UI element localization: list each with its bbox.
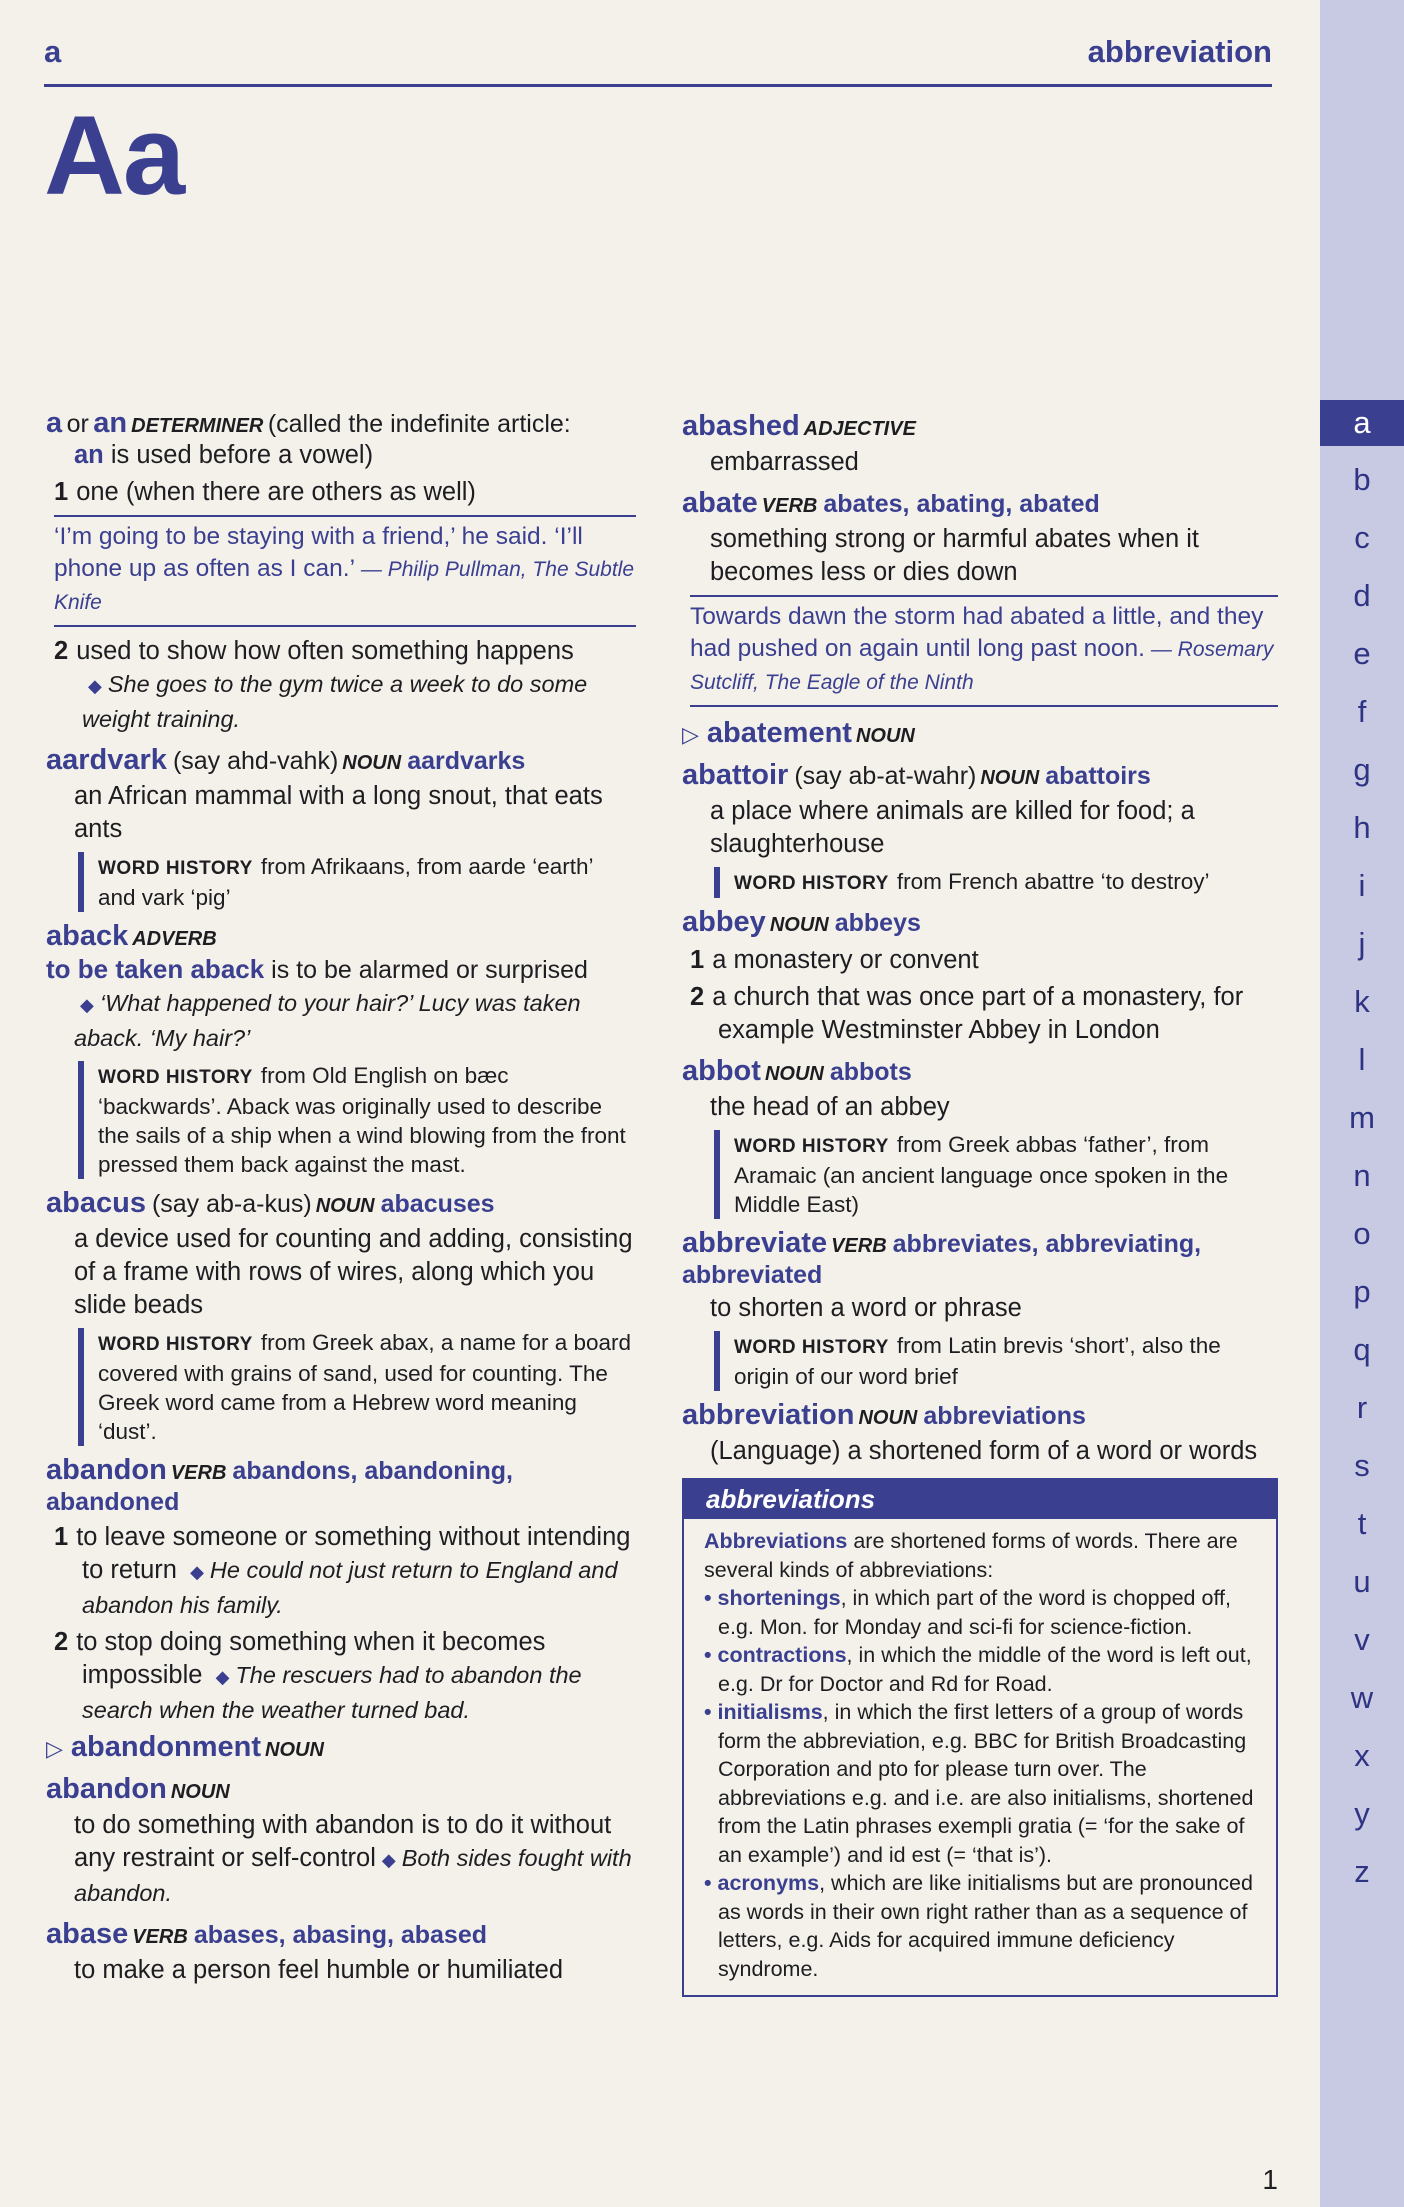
tab-q[interactable]: q xyxy=(1353,1332,1371,1367)
sense-text: used to show how often something happens xyxy=(76,637,574,665)
box-bullet xyxy=(704,1698,1256,1869)
headword: abbreviation xyxy=(682,1399,855,1431)
tab-f[interactable]: f xyxy=(1357,694,1367,729)
box-keyword: Abbreviations xyxy=(704,1529,848,1553)
tab-w[interactable]: w xyxy=(1350,1680,1374,1715)
tab-z[interactable]: z xyxy=(1354,1854,1370,1889)
inflections: abbreviates, abbreviating, abbreviated xyxy=(682,1230,1202,1289)
diamond-icon: ◆ xyxy=(80,995,94,1015)
sense xyxy=(54,635,636,736)
tab-h[interactable]: h xyxy=(1353,810,1371,845)
word-history xyxy=(78,1061,636,1179)
tab-i[interactable]: i xyxy=(1358,868,1366,903)
phrase-definition: is to be alarmed or surprised xyxy=(264,956,588,984)
sense xyxy=(690,981,1278,1047)
headword: abbey xyxy=(682,906,766,938)
derivative-triangle-icon: ▷ xyxy=(46,1736,63,1761)
part-of-speech: VERB xyxy=(170,1462,227,1484)
quotation-source: — Philip Pullman, The Subtle Knife xyxy=(54,558,634,614)
section-letter: Aa xyxy=(44,93,184,218)
tab-s[interactable]: s xyxy=(1354,1448,1370,1483)
box-text: are shortened forms of words. There are several kinds of abbreviations: xyxy=(704,1529,1238,1582)
inflections: abattoirs xyxy=(1045,762,1151,790)
tab-a[interactable]: a xyxy=(1320,400,1404,446)
definition: the head of an abbey xyxy=(710,1093,950,1121)
part-of-speech: NOUN xyxy=(342,752,402,774)
tab-m[interactable]: m xyxy=(1349,1100,1375,1135)
tab-j[interactable]: j xyxy=(1358,926,1366,961)
box-text: , in which the first letters of a group of words form the abbreviation, e.g. BBC for British Broadcasting Corporation and pto for please turn over. The abbreviations e.g. and i.e. are also initialisms, shortened from the Latin phrases exempli gratia (= ‘for the sake of an example’) and id est (= ‘that is’). xyxy=(718,1700,1254,1867)
entry-abbey xyxy=(682,904,1278,1047)
header-rule xyxy=(44,84,1272,87)
sense-text: a monastery or convent xyxy=(712,946,979,974)
derivative-word: abandonment xyxy=(70,1731,262,1763)
entry-abacus xyxy=(46,1185,636,1446)
or-text: or xyxy=(66,410,89,438)
usage-note-keyword: an xyxy=(74,441,104,469)
thumb-index xyxy=(1320,0,1404,2207)
pronunciation: (say ab-at-wahr) xyxy=(794,762,977,790)
pronunciation: (say ab-a-kus) xyxy=(151,1190,312,1218)
word-history xyxy=(78,852,636,912)
headword: abashed xyxy=(682,410,800,442)
word-history xyxy=(714,1130,1278,1219)
sense-text: one (when there are others as well) xyxy=(76,478,476,506)
sense-number: 1 xyxy=(690,946,705,974)
box-keyword: contractions xyxy=(717,1643,847,1667)
box-bullet xyxy=(704,1869,1256,1983)
headword: aback xyxy=(46,920,129,952)
headword-variant: an xyxy=(93,407,128,439)
sense-text: a church that was once part of a monastery, for example Westminster Abbey in London xyxy=(712,983,1244,1044)
usage-note: (called the indefinite article: xyxy=(267,410,571,438)
tab-t[interactable]: t xyxy=(1357,1506,1367,1541)
part-of-speech: VERB xyxy=(831,1235,887,1257)
part-of-speech: ADJECTIVE xyxy=(803,418,916,440)
pronunciation: (say ahd-vahk) xyxy=(172,747,339,775)
sense xyxy=(54,1626,636,1727)
tab-y[interactable]: y xyxy=(1354,1796,1370,1831)
inflections: abbeys xyxy=(834,909,921,937)
headword: abattoir xyxy=(682,759,789,791)
word-history-label: WORD HISTORY xyxy=(98,1067,253,1088)
example-sentence: He could not just return to England and abandon his family. xyxy=(82,1557,618,1618)
quotation-text: ‘I’m going to be staying with a friend,’ he said. ‘I’ll phone up as often as I can.’ xyxy=(54,523,583,582)
word-history xyxy=(78,1328,636,1446)
word-history-text: from Old English on bæc ‘backwards’. Aback was originally used to describe the sails of a ship when a wind blowing from the front pressed them back against the mast. xyxy=(98,1063,626,1177)
quotation-text: Towards dawn the storm had abated a little, and they had pushed on again until long past noon. xyxy=(690,603,1264,662)
entry-abbreviate xyxy=(682,1225,1278,1391)
definition: to shorten a word or phrase xyxy=(710,1294,1022,1322)
sense xyxy=(690,944,1278,977)
tab-l[interactable]: l xyxy=(1358,1042,1366,1077)
sense xyxy=(54,1521,636,1622)
definition: to make a person feel humble or humiliated xyxy=(74,1956,564,1984)
bullet-icon: • xyxy=(704,1871,718,1895)
word-history-text: from Greek abbas ‘father’, from Aramaic (an ancient language once spoken in the Middle East) xyxy=(734,1132,1229,1217)
diamond-icon: ◆ xyxy=(381,1850,396,1870)
entry-abandon-verb xyxy=(46,1452,636,1765)
tab-e[interactable]: e xyxy=(1353,636,1371,671)
entry-a xyxy=(46,405,636,736)
tab-u[interactable]: u xyxy=(1353,1564,1371,1599)
headword: abate xyxy=(682,487,758,519)
part-of-speech: NOUN xyxy=(315,1195,375,1217)
word-history-label: WORD HISTORY xyxy=(734,873,889,894)
box-bullet xyxy=(704,1641,1256,1698)
entry-abbot xyxy=(682,1053,1278,1219)
part-of-speech: NOUN xyxy=(769,914,829,936)
box-keyword: initialisms xyxy=(717,1700,823,1724)
definition: a device used for counting and adding, consisting of a frame with rows of wires, along which you slide beads xyxy=(74,1225,633,1319)
definition: something strong or harmful abates when it becomes less or dies down xyxy=(710,525,1200,586)
tab-n[interactable]: n xyxy=(1353,1158,1371,1193)
feature-box-title: abbreviations xyxy=(684,1480,1276,1519)
inflections: abbreviations xyxy=(923,1402,1086,1430)
bullet-icon: • xyxy=(704,1586,718,1610)
derivative-triangle-icon: ▷ xyxy=(682,722,699,747)
box-text: , which are like initialisms but are pronounced as words in their own right rather than as a sequence of letters, e.g. Aids for acquired immune deficiency syndrome. xyxy=(718,1871,1253,1981)
word-history-label: WORD HISTORY xyxy=(98,858,253,879)
word-history-text: from Afrikaans, from aarde ‘earth’ and vark ‘pig’ xyxy=(98,854,593,910)
inflections: abbots xyxy=(829,1058,912,1086)
inflections: abacuses xyxy=(380,1190,495,1218)
part-of-speech: ADVERB xyxy=(132,928,217,950)
word-history-text: from Greek abax, a name for a board covered with grains of sand, used for counting. The Greek word came from a Hebrew word meaning ‘dust’. xyxy=(98,1330,632,1444)
headword: abase xyxy=(46,1918,129,1950)
definition-text: to do something with abandon is to do it without any restraint or self-control xyxy=(74,1811,612,1872)
tab-p[interactable]: p xyxy=(1353,1274,1371,1309)
headword: abbreviate xyxy=(682,1227,828,1259)
entry-aback xyxy=(46,918,636,1179)
tab-r[interactable]: r xyxy=(1356,1390,1368,1425)
example-sentence: The rescuers had to abandon the search when the weather turned bad. xyxy=(82,1662,582,1723)
inflections: abases, abasing, abased xyxy=(193,1921,488,1949)
entry-abbreviation xyxy=(682,1397,1278,1468)
diamond-icon: ◆ xyxy=(190,1562,204,1582)
headword: abandon xyxy=(46,1773,167,1805)
derivative-word: abatement xyxy=(706,717,852,749)
running-head-left: a xyxy=(44,34,62,69)
inflections: abandons, abandoning, abandoned xyxy=(46,1457,513,1516)
part-of-speech: VERB xyxy=(132,1926,188,1948)
definition: a place where animals are killed for food; a slaughterhouse xyxy=(710,797,1195,858)
example-sentence: ‘What happened to your hair?’ Lucy was taken aback. ‘My hair?’ xyxy=(74,990,581,1051)
sense-text: to stop doing something when it becomes impossible xyxy=(76,1628,546,1689)
word-history xyxy=(714,1331,1278,1391)
tab-k[interactable]: k xyxy=(1354,984,1370,1019)
sense xyxy=(54,476,636,509)
running-head-right: abbreviation xyxy=(1087,34,1272,69)
page-number: 1 xyxy=(1262,2164,1278,2195)
tab-g[interactable]: g xyxy=(1353,752,1371,787)
entry-abattoir xyxy=(682,757,1278,898)
abbreviations-feature-box xyxy=(682,1478,1278,1997)
headword: abbot xyxy=(682,1055,761,1087)
left-column xyxy=(46,405,636,1993)
tab-b[interactable]: b xyxy=(1353,462,1371,497)
sense-number: 2 xyxy=(54,637,69,665)
quotation-source: — Rosemary Sutcliff, The Eagle of the Ninth xyxy=(690,638,1274,694)
entry-abate xyxy=(682,485,1278,751)
sense-number: 2 xyxy=(54,1628,69,1656)
box-keyword: acronyms xyxy=(717,1871,820,1895)
feature-box-body xyxy=(684,1519,1276,1995)
inflections: abates, abating, abated xyxy=(823,490,1100,518)
word-history-label: WORD HISTORY xyxy=(734,1136,889,1157)
sense-text: to leave someone or something without intending to return xyxy=(76,1523,631,1584)
part-of-speech: NOUN xyxy=(170,1781,230,1803)
literary-quotation xyxy=(54,515,636,627)
example-sentence: Both sides fought with abandon. xyxy=(74,1845,632,1906)
sense-number: 1 xyxy=(54,478,69,506)
tab-c[interactable]: c xyxy=(1354,520,1370,555)
part-of-speech: NOUN xyxy=(764,1063,824,1085)
part-of-speech: NOUN xyxy=(858,1407,918,1429)
part-of-speech: NOUN xyxy=(855,725,915,747)
bullet-icon: • xyxy=(704,1700,718,1724)
box-keyword: shortenings xyxy=(717,1586,841,1610)
inflections: aardvarks xyxy=(407,747,526,775)
phrase: to be taken aback xyxy=(46,954,265,984)
headword: a xyxy=(46,407,63,439)
definition xyxy=(74,1809,636,1910)
tab-v[interactable]: v xyxy=(1354,1622,1370,1657)
word-history xyxy=(714,867,1278,898)
box-bullet xyxy=(704,1584,1256,1641)
tab-o[interactable]: o xyxy=(1353,1216,1371,1251)
diamond-icon: ◆ xyxy=(88,676,102,696)
entry-abandon-noun xyxy=(46,1771,636,1910)
sense-number: 2 xyxy=(690,983,705,1011)
word-history-label: WORD HISTORY xyxy=(98,1334,253,1355)
headword: abacus xyxy=(46,1187,146,1219)
sense-number: 1 xyxy=(54,1523,69,1551)
entry-abase xyxy=(46,1916,636,1987)
part-of-speech: VERB xyxy=(761,495,818,517)
bullet-icon: • xyxy=(704,1643,718,1667)
tab-x[interactable]: x xyxy=(1354,1738,1370,1773)
diamond-icon: ◆ xyxy=(215,1667,230,1687)
headword: abandon xyxy=(46,1454,167,1486)
entry-abashed xyxy=(682,408,1278,479)
example-sentence: She goes to the gym twice a week to do some weight training. xyxy=(82,671,588,732)
box-text: , in which part of the word is chopped off, e.g. Mon. for Monday and sci-fi for science-fiction. xyxy=(718,1586,1231,1639)
definition: embarrassed xyxy=(710,448,859,476)
definition: an African mammal with a long snout, that eats ants xyxy=(74,782,603,843)
usage-note-end: is used before a vowel) xyxy=(103,441,374,469)
part-of-speech: NOUN xyxy=(265,1739,324,1761)
headword: aardvark xyxy=(46,744,167,776)
word-history-text: from French abattre ‘to destroy’ xyxy=(896,869,1210,894)
definition: (Language) a shortened form of a word or words xyxy=(710,1437,1258,1465)
word-history-label: WORD HISTORY xyxy=(734,1337,889,1358)
part-of-speech: DETERMINER xyxy=(131,415,264,437)
box-text: , in which the middle of the word is left out, e.g. Dr for Doctor and Rd for Road. xyxy=(718,1643,1252,1696)
literary-quotation xyxy=(690,595,1278,707)
word-history-text: from Latin brevis ‘short’, also the origin of our word brief xyxy=(734,1333,1221,1389)
tab-d[interactable]: d xyxy=(1353,578,1371,613)
entry-aardvark xyxy=(46,742,636,912)
right-column xyxy=(682,408,1278,1997)
part-of-speech: NOUN xyxy=(980,767,1040,789)
